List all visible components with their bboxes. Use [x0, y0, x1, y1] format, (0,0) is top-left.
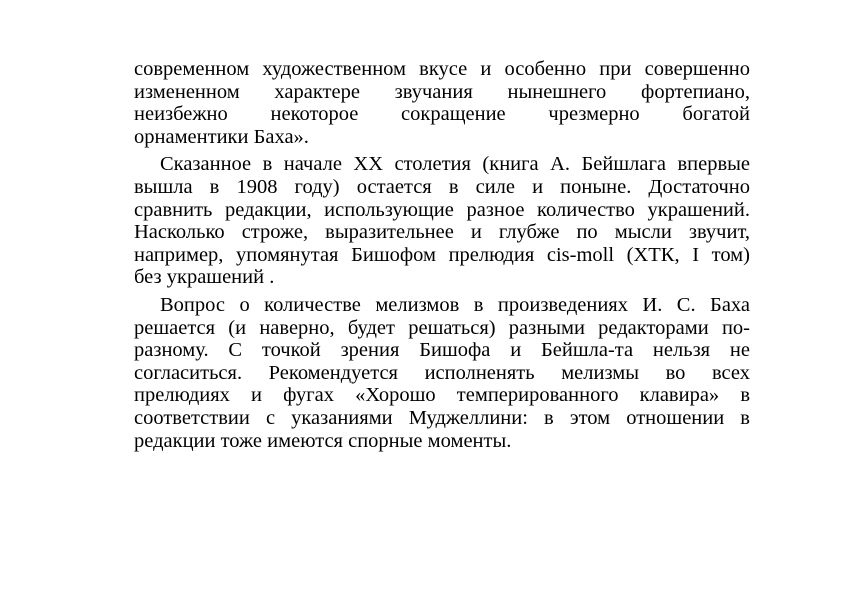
paragraph-3-line-7: редакции тоже имеются спорные моменты. [134, 429, 512, 452]
paragraph-3-line-1: Вопрос о количестве мелизмов в произведениях И. С. Баха [160, 293, 750, 316]
paragraph-3-line-6: соответствии с указаниями Муджеллини: в этом отношении в [134, 406, 750, 429]
paragraph-1-line-2: измененном характере звучания нынешнего фортепиано, [134, 80, 750, 103]
paragraph-2-line-1: Сказанное в начале XX столетия (книга А. Бейшлага впервые [160, 153, 750, 176]
paragraph-3-line-3: разному. С точкой зрения Бишофа и Бейшла-та нельзя не [134, 339, 750, 362]
paragraph-3 [134, 294, 750, 452]
paragraph-3-line-2: решается (и наверно, будет решаться) разными редакторами по- [134, 316, 750, 339]
paragraph-2-line-4: Насколько строже, выразительнее и глубже по мысли звучит, [134, 221, 750, 244]
paragraph-1-line-4: орнаментики Баха». [134, 125, 309, 148]
paragraph-3-line-5: прелюдиях и фугах «Хорошо темперированного клавира» в [134, 384, 750, 407]
paragraph-1 [134, 58, 750, 148]
paragraph-2-line-5: например, упомянутая Бишофом прелюдия cis-moll (ХТК, I том) [134, 243, 750, 266]
document-body [134, 58, 750, 452]
paragraph-2-line-3: сравнить редакции, использующие разное количество украшений. [134, 198, 750, 221]
paragraph-3-line-4: согласиться. Рекомендуется исполненять мелизмы во всех [134, 361, 750, 384]
paragraph-1-line-1: современном художественном вкусе и особенно при совершенно [134, 58, 750, 80]
paragraph-2-line-6: без украшений . [134, 266, 275, 289]
paragraph-1-line-3: неизбежно некоторое сокращение чрезмерно богатой [134, 103, 750, 126]
paragraph-2-line-2: вышла в 1908 году) остается в силе и поныне. Достаточно [134, 175, 750, 198]
paragraph-2 [134, 153, 750, 289]
